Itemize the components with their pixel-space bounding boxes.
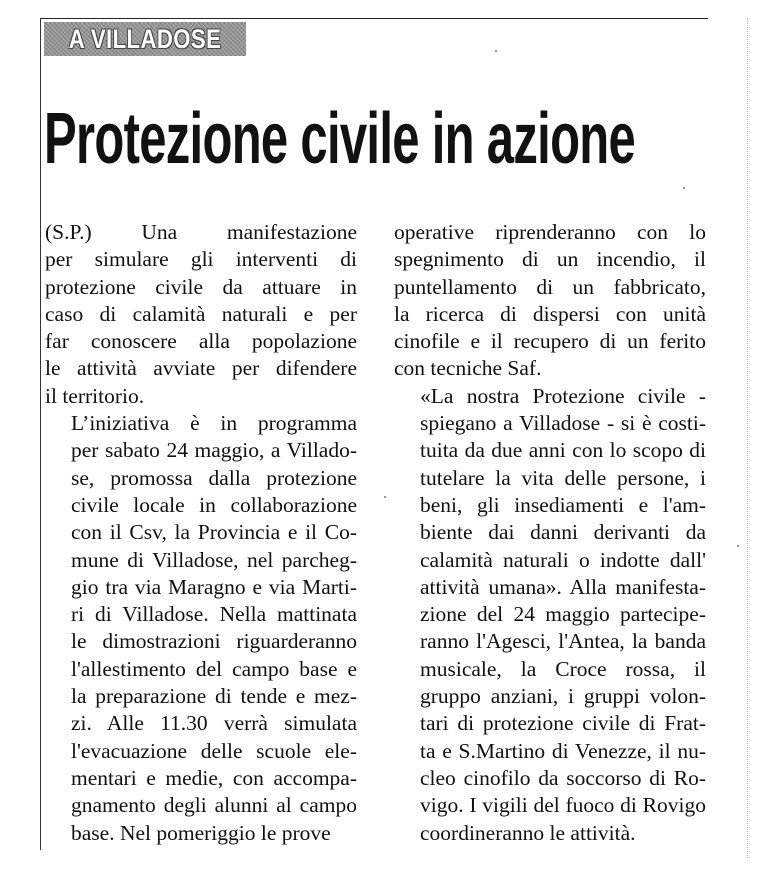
text-line: la ricerca di dispersi con unità — [394, 301, 706, 326]
text-line: base. Nel pomeriggio le prove — [71, 820, 331, 845]
text-line: operative riprenderanno con lo — [394, 220, 706, 244]
left-column-rule — [40, 18, 41, 850]
text-line: per sabato 24 maggio, a Villado- — [71, 438, 357, 463]
text-line: (S.P.) Una manifestazione — [45, 220, 357, 244]
text-line: mune di Villadose, nel parcheg- — [71, 547, 357, 572]
article-column-right — [394, 219, 706, 847]
article-paragraph — [394, 383, 706, 847]
text-line: protezione civile da attuare in — [45, 274, 357, 299]
scan-speck — [384, 496, 386, 498]
text-line: beni, gli insediamenti e l'am- — [420, 492, 706, 517]
text-line: puntellamento di un fabbricato, — [394, 274, 706, 299]
text-line: tuita da due anni con lo scopo di — [420, 438, 706, 463]
text-line: cinofile e il recupero di un ferito — [394, 329, 706, 354]
scan-speck — [495, 50, 497, 52]
scan-edge — [747, 18, 748, 858]
text-line: ta e S.Martino di Venezze, il nu- — [420, 738, 706, 763]
text-line: con tecniche Saf. — [394, 356, 542, 381]
text-line: tutelare la vita delle persone, i — [420, 465, 706, 490]
text-line: l'evacuazione delle scuole ele- — [71, 738, 357, 763]
headline: Protezione civile in azione — [44, 99, 636, 179]
text-line: spiegano a Villadose - si è costi- — [420, 411, 706, 436]
article-paragraph — [45, 219, 357, 410]
text-line: gnamento degli alunni al campo — [71, 793, 357, 818]
text-line: gruppo anziani, i gruppi volon- — [420, 684, 706, 709]
text-line: per simulare gli interventi di — [45, 247, 357, 272]
text-line: le dimostrazioni riguarderanno — [71, 629, 357, 654]
scan-speck — [737, 545, 739, 547]
text-line: mentari e medie, con accompa- — [71, 765, 357, 790]
text-line: il territorio. — [45, 383, 145, 408]
text-line: tari di protezione civile di Frat- — [420, 711, 706, 736]
text-line: attività umana». Alla manifesta- — [420, 574, 706, 599]
text-line: civile locale in collaborazione — [71, 492, 357, 517]
text-line: le attività avviate per difendere — [45, 356, 357, 381]
text-line: l'allestimento del campo base e — [71, 656, 357, 681]
text-line: la preparazione di tende e mez- — [71, 684, 357, 709]
text-line: «La nostra Protezione civile - — [420, 383, 706, 408]
section-kicker — [44, 22, 246, 56]
text-line: se, promossa dalla protezione — [71, 465, 357, 490]
text-line: coordineranno le attività. — [420, 820, 636, 845]
text-line: ri di Villadose. Nella mattinata — [71, 602, 357, 627]
top-rule — [40, 18, 708, 19]
text-line: con il Csv, la Provincia e il Co- — [71, 520, 357, 545]
article-column-left — [45, 219, 357, 847]
scan-speck — [683, 187, 685, 189]
text-line: cleo cinofilo da soccorso di Ro- — [420, 765, 706, 790]
text-line: L’iniziativa è in programma — [71, 411, 357, 436]
text-line: zi. Alle 11.30 verrà simulata — [71, 711, 357, 736]
text-line: musicale, la Croce rossa, il — [420, 656, 706, 681]
article-paragraph — [45, 410, 357, 847]
text-line: caso di calamità naturali e per — [45, 301, 357, 326]
text-line: vigo. I vigili del fuoco di Rovigo — [420, 793, 706, 818]
text-line: zione del 24 maggio partecipe- — [420, 602, 706, 627]
text-line: far conoscere alla popolazione — [45, 329, 357, 354]
kicker-text: A VILLADOSE — [68, 23, 222, 54]
text-line: spegnimento di un incendio, il — [394, 247, 706, 272]
text-line: biente dai danni derivanti da — [420, 520, 706, 545]
text-line: gio tra via Maragno e via Marti- — [71, 574, 357, 599]
text-line: ranno l'Agesci, l'Antea, la banda — [420, 629, 706, 654]
article-paragraph — [394, 219, 706, 383]
text-line: calamità naturali o indotte dall' — [420, 547, 706, 572]
